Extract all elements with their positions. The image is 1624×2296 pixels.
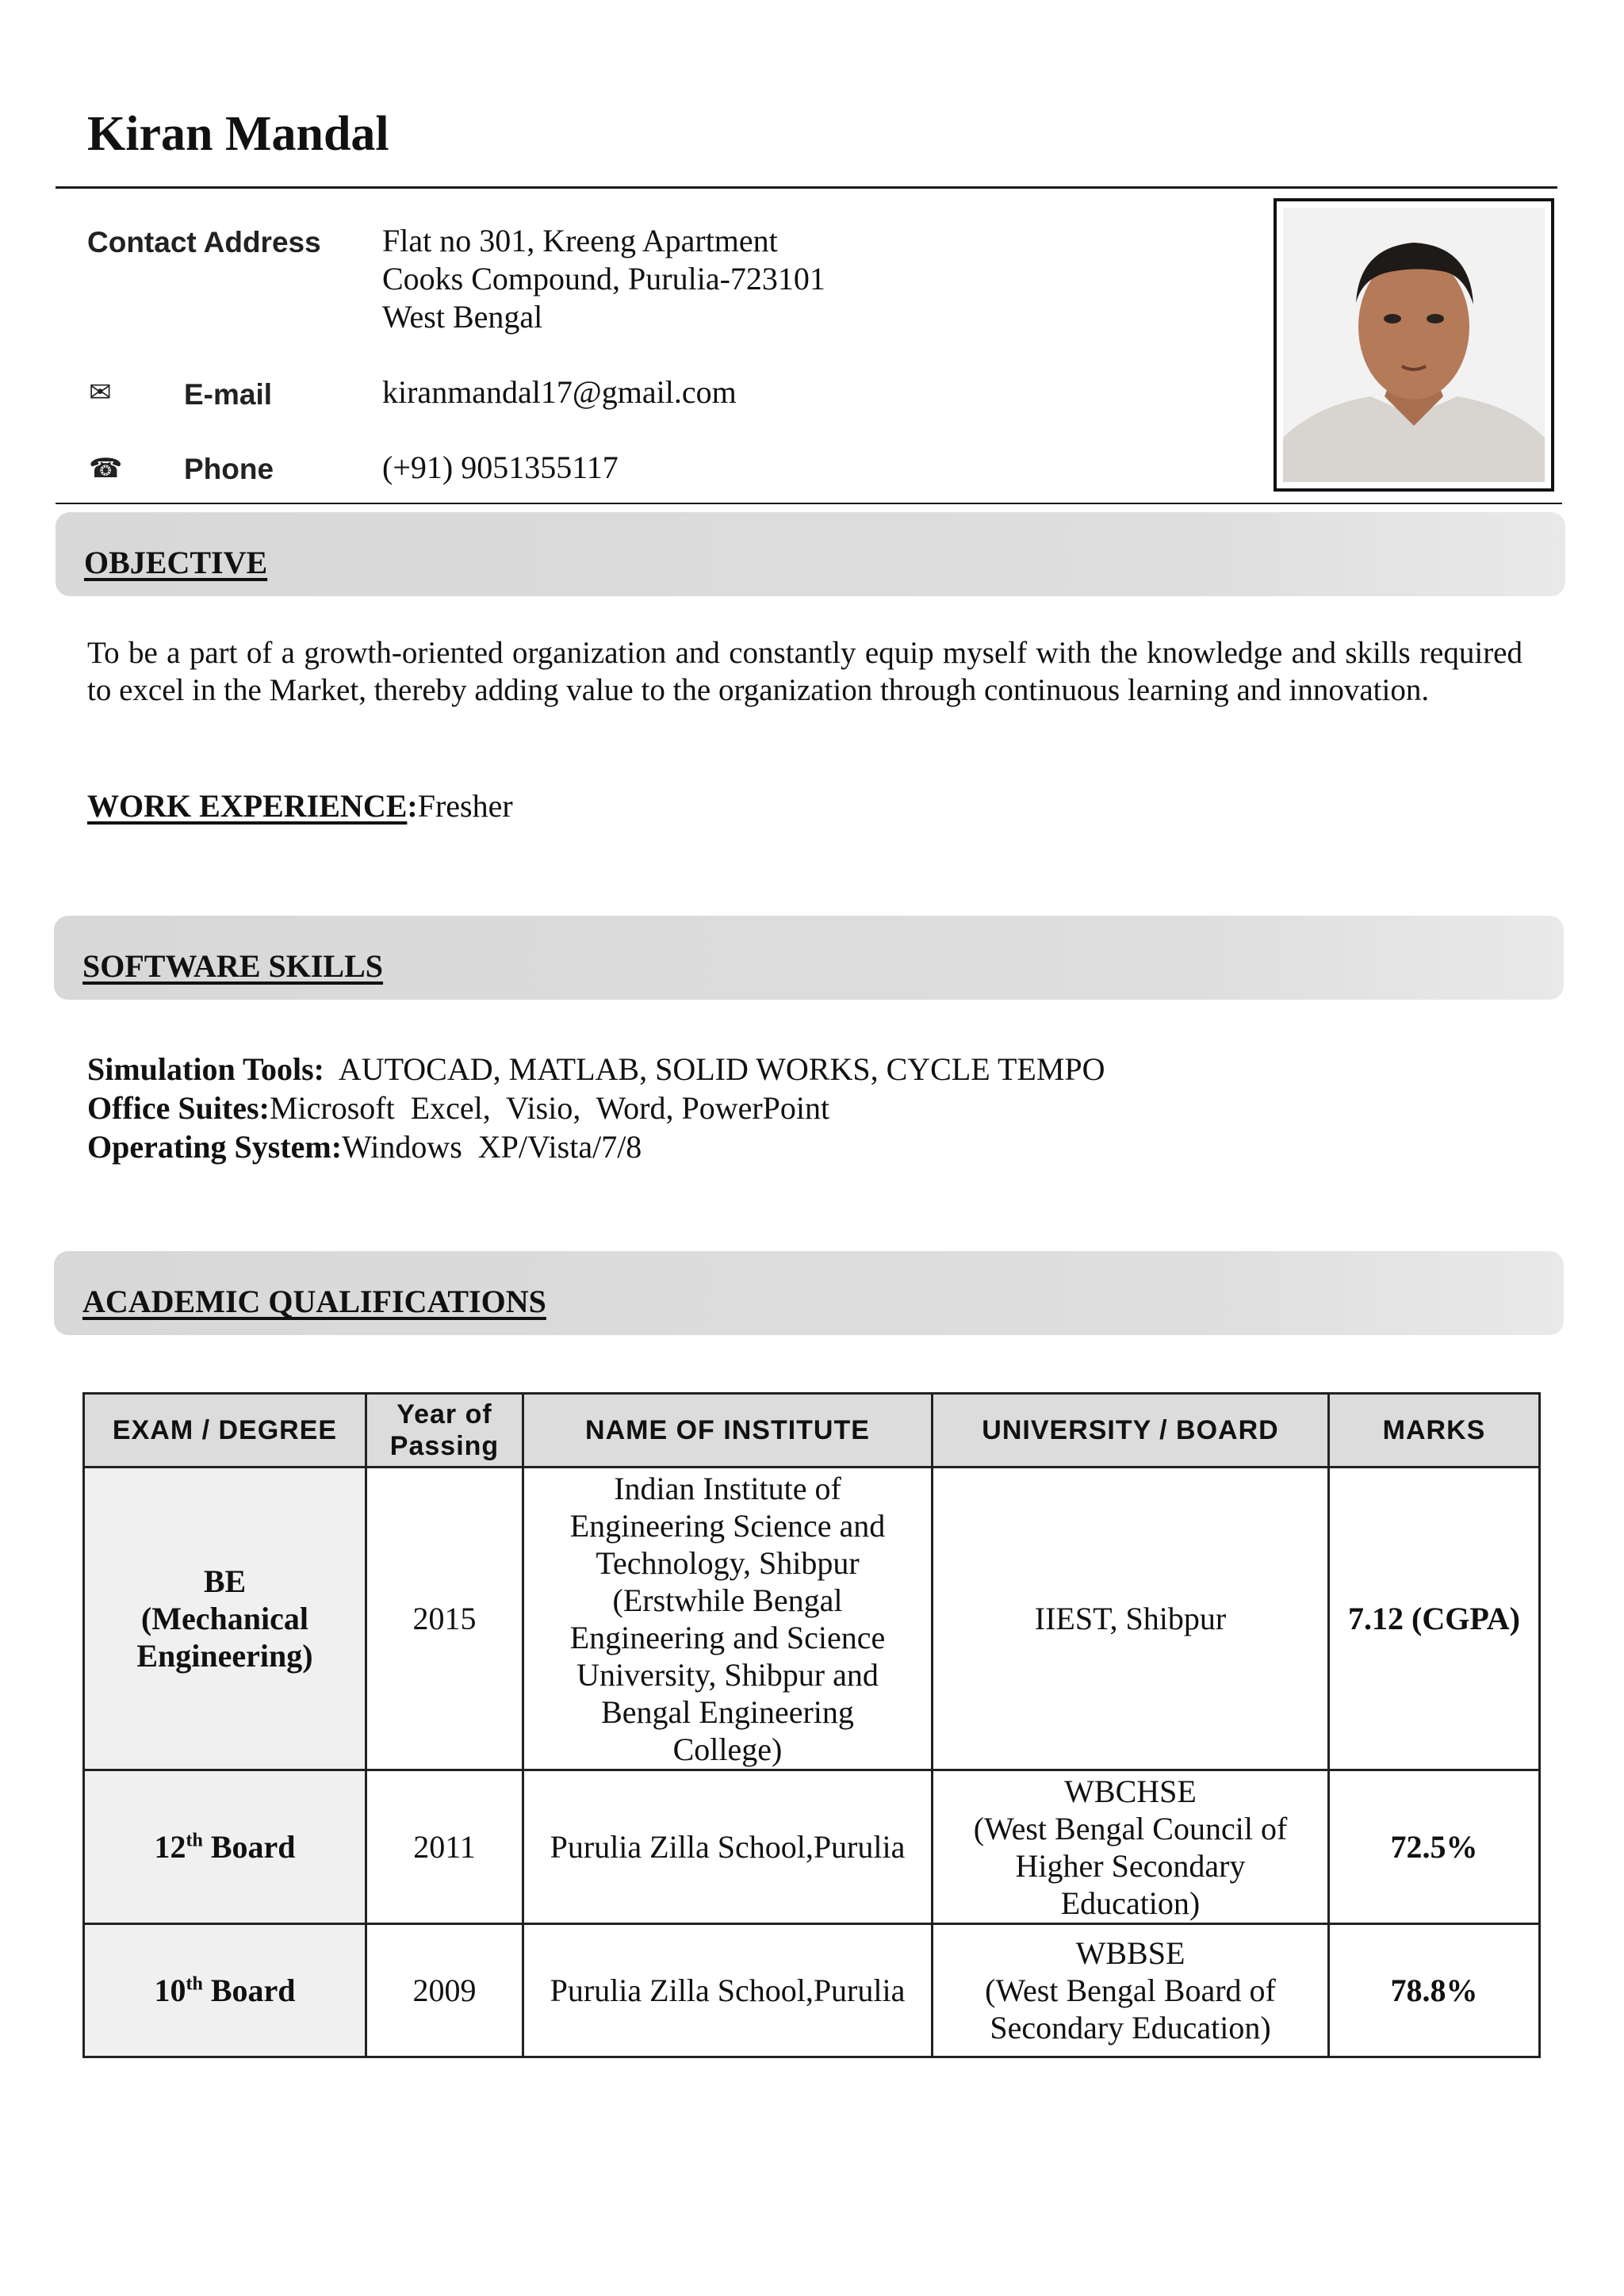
- board-line: Secondary Education): [990, 2010, 1271, 2045]
- exam-rest: Board: [202, 1973, 296, 2008]
- skill-label: Simulation Tools:: [87, 1051, 325, 1087]
- software-skills-section-header: [54, 916, 1564, 1000]
- exam-rest: Board: [202, 1829, 296, 1865]
- exam-cell: [84, 1924, 366, 2057]
- marks-cell: 72.5%: [1329, 1770, 1540, 1924]
- year-cell: 2011: [366, 1770, 523, 1924]
- exam-line: Engineering): [136, 1638, 313, 1674]
- phone-value: (+91) 9051355117: [382, 450, 619, 485]
- table-row: [84, 1770, 1540, 1924]
- table-header-row: [84, 1394, 1540, 1468]
- exam-number: 10: [154, 1973, 186, 2008]
- skill-label: Office Suites:: [87, 1090, 270, 1126]
- exam-suffix: th: [186, 1830, 203, 1851]
- exam-number: 12: [154, 1829, 186, 1865]
- board-line: (West Bengal Council of: [973, 1810, 1288, 1846]
- exam-line: (Mechanical: [140, 1601, 309, 1636]
- academic-qualifications-table: [82, 1392, 1541, 2058]
- skill-value: Windows XP/Vista/7/8: [342, 1129, 642, 1165]
- contact-address-label: Contact Address: [87, 226, 321, 258]
- institute-line: College): [672, 1731, 783, 1767]
- institute-cell: [523, 1468, 933, 1770]
- exam-cell: [84, 1468, 366, 1770]
- header-divider: [56, 186, 1557, 189]
- board-line: IIEST, Shibpur: [1034, 1601, 1227, 1636]
- objective-text: To be a part of a growth-oriented organization and constantly equip myself with the knowledge and skills required to excel in the Market, thereby adding value to the organization through continuous learning and innovation.: [87, 636, 1522, 707]
- work-experience: [87, 787, 513, 825]
- column-header-institute: NAME OF INSTITUTE: [523, 1394, 933, 1468]
- contact-divider: [56, 503, 1562, 504]
- objective-section-header: [56, 512, 1565, 596]
- phone-label: Phone: [184, 453, 274, 485]
- board-line: Education): [1060, 1885, 1201, 1921]
- work-experience-colon: :: [407, 788, 418, 824]
- year-cell: 2015: [366, 1468, 523, 1770]
- skill-item: [87, 1089, 1105, 1127]
- exam-cell: [84, 1770, 366, 1924]
- institute-line: Indian Institute of: [614, 1470, 841, 1506]
- work-experience-value: Fresher: [417, 788, 513, 824]
- address-line: Cooks Compound, Purulia-723101: [382, 261, 825, 297]
- institute-line: Technology, Shibpur: [596, 1544, 860, 1581]
- board-line: (West Bengal Board of: [985, 1973, 1276, 2008]
- email-label: E-mail: [184, 378, 273, 411]
- exam-suffix: th: [186, 1973, 203, 1995]
- board-line: Higher Secondary: [1015, 1847, 1246, 1884]
- software-skills-title: SOFTWARE SKILLS: [82, 948, 384, 984]
- table-row: [84, 1468, 1540, 1770]
- address-line: Flat no 301, Kreeng Apartment: [382, 223, 778, 258]
- board-cell: [933, 1770, 1329, 1924]
- skill-label: Operating System:: [87, 1129, 343, 1165]
- institute-cell: [523, 1924, 933, 2057]
- telephone-icon: ☎: [89, 453, 123, 484]
- institute-line: Engineering Science and: [569, 1507, 886, 1544]
- table-row: [84, 1924, 1540, 2057]
- envelope-icon: ✉: [89, 377, 112, 408]
- objective-title: OBJECTIVE: [84, 545, 268, 580]
- profile-photo: [1274, 198, 1554, 492]
- institute-line: Engineering and Science: [569, 1619, 886, 1655]
- skill-value: Microsoft Excel, Visio, Word, PowerPoint: [269, 1090, 830, 1126]
- email-value: kiranmandal17@gmail.com: [382, 374, 737, 410]
- academic-title: ACADEMIC QUALIFICATIONS: [82, 1284, 546, 1319]
- institute-cell: [523, 1770, 933, 1924]
- contact-address: [382, 222, 825, 336]
- marks-cell: 7.12 (CGPA): [1329, 1468, 1540, 1770]
- exam-line: BE: [203, 1563, 247, 1599]
- institute-line: Purulia Zilla School,Purulia: [550, 1973, 906, 2008]
- address-line: West Bengal: [382, 299, 543, 335]
- year-cell: 2009: [366, 1924, 523, 2057]
- skill-item: [87, 1050, 1105, 1089]
- institute-line: Purulia Zilla School,Purulia: [550, 1829, 906, 1865]
- institute-line: Bengal Engineering: [601, 1693, 854, 1730]
- marks-cell: 78.8%: [1329, 1924, 1540, 2057]
- skills-list: [87, 1050, 1105, 1166]
- column-header-marks: MARKS: [1329, 1394, 1540, 1468]
- column-header-year: Year of Passing: [366, 1394, 523, 1468]
- board-line: WBBSE: [1075, 1935, 1185, 1971]
- profile-photo-image: [1283, 208, 1545, 482]
- column-header-exam: EXAM / DEGREE: [84, 1394, 366, 1468]
- work-experience-title: WORK EXPERIENCE: [87, 788, 408, 824]
- skill-item: [87, 1127, 1105, 1166]
- institute-line: (Erstwhile Bengal: [612, 1582, 843, 1618]
- board-cell: [933, 1468, 1329, 1770]
- board-line: WBCHSE: [1064, 1773, 1197, 1809]
- institute-line: University, Shibpur and: [576, 1656, 879, 1693]
- academic-section-header: [54, 1251, 1564, 1335]
- candidate-name: Kiran Mandal: [87, 107, 389, 161]
- skill-value: AUTOCAD, MATLAB, SOLID WORKS, CYCLE TEMPO: [324, 1051, 1105, 1087]
- board-cell: [933, 1924, 1329, 2057]
- column-header-board: UNIVERSITY / BOARD: [933, 1394, 1329, 1468]
